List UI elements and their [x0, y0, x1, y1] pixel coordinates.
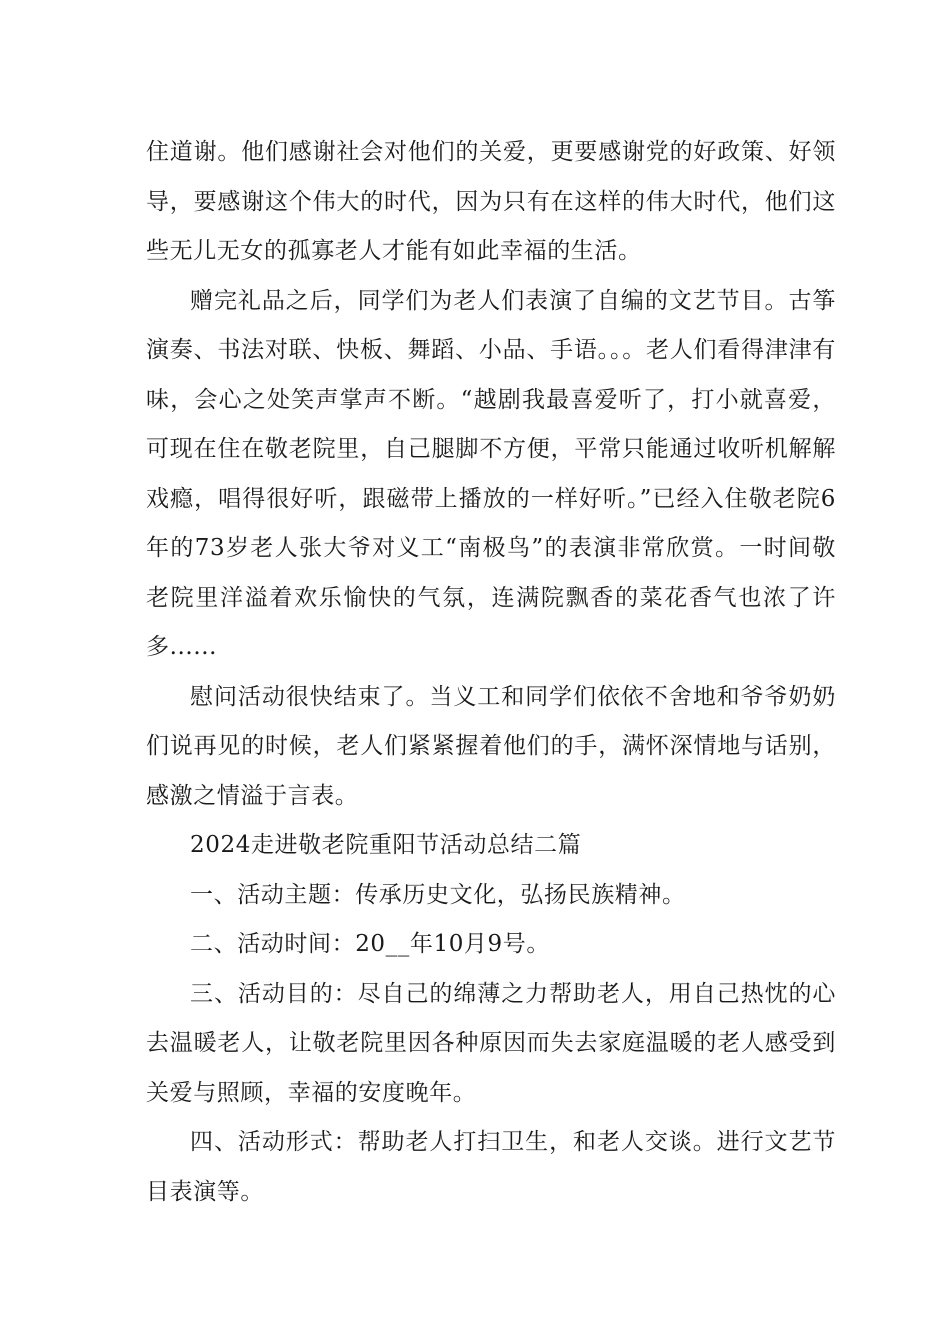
document-page [146, 128, 836, 1217]
item-time: 二、活动时间：20__年10月9号。 [190, 931, 550, 957]
paragraph-performance: 赠完礼品之后，同学们为老人们表演了自编的文艺节目。古筝演奏、书法对联、快板、舞蹈、小品、手语。。。老人们看得津津有味，会心之处笑声掌声不断。“越剧我最喜爱听了，打小就喜爱，可现在住在敬老院里，自己腿脚不方便，平常只能通过收听机解解戏瘾，唱得很好听，跟磁带上播放的一样好听。”已经入住敬老院6年的73岁老人张大爷对义工“南极鸟”的表演非常欣赏。一时间敬老院里洋溢着欢乐愉快的气氛，连满院飘香的菜花香气也浓了许多...... [146, 287, 836, 660]
paragraph-farewell: 慰问活动很快结束了。当义工和同学们依依不舍地和爷爷奶奶们说再见的时候，老人们紧紧握着他们的手，满怀深情地与话别，感激之情溢于言表。 [146, 683, 836, 809]
item-purpose: 三、活动目的：尽自己的绵薄之力帮助老人，用自己热忱的心去温暖老人，让敬老院里因各种原因而失去家庭温暖的老人感受到关爱与照顾，幸福的安度晚年。 [146, 980, 836, 1106]
item-form: 四、活动形式：帮助老人打扫卫生，和老人交谈。进行文艺节目表演等。 [146, 1129, 836, 1205]
paragraph-continued: 住道谢。他们感谢社会对他们的关爱，更要感谢党的好政策、好领导，要感谢这个伟大的时代，因为只有在这样的伟大时代，他们这些无儿无女的孤寡老人才能有如此幸福的生活。 [146, 139, 836, 264]
item-theme: 一、活动主题：传承历史文化，弘扬民族精神。 [190, 881, 686, 908]
section-title: 2024走进敬老院重阳节活动总结二篇 [190, 832, 582, 858]
